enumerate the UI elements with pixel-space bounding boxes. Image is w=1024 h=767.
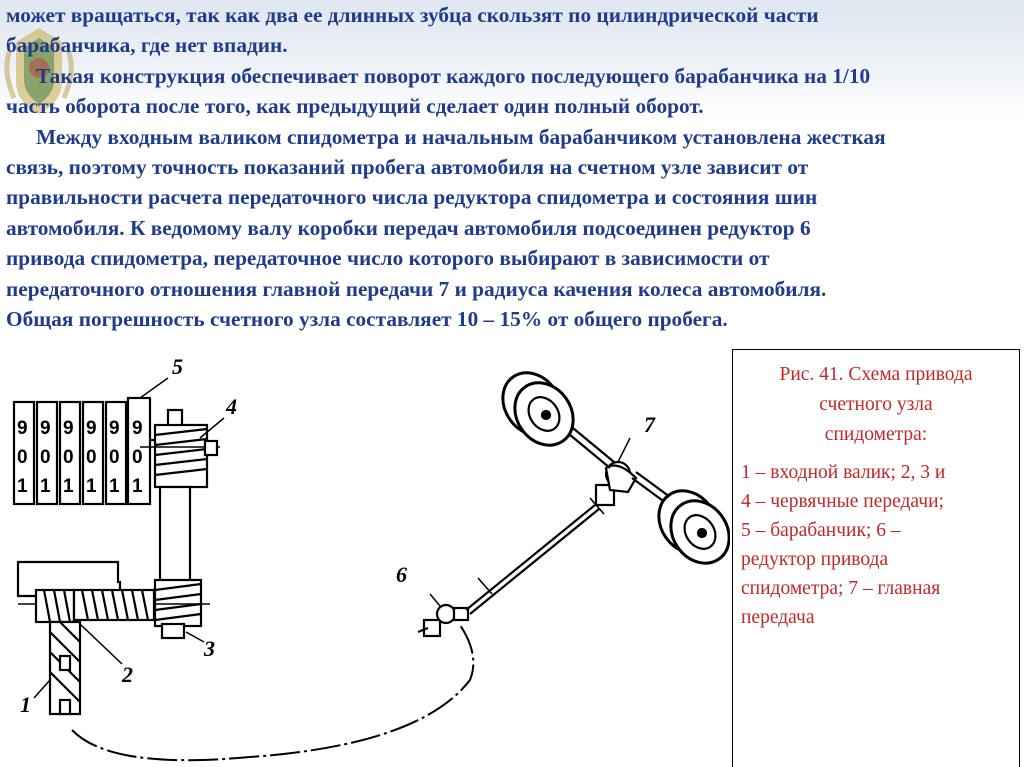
caption-line: спидометра: bbox=[824, 424, 928, 445]
label-4: 4 bbox=[226, 394, 237, 419]
drum-digit: 1 bbox=[40, 476, 51, 497]
drum-digit: 9 bbox=[40, 418, 51, 439]
drum-digit: 0 bbox=[40, 447, 51, 468]
legend-line: 4 – червячные передачи; bbox=[741, 491, 944, 512]
caption-line: Рис. 41. Схема привода bbox=[779, 364, 973, 385]
caption-legend bbox=[741, 458, 1011, 632]
legend-line: спидометра; 7 – главная bbox=[741, 578, 941, 599]
worm-gear-3 bbox=[155, 580, 201, 638]
legend-line: передача bbox=[741, 607, 815, 628]
text-line: связь, поэтому точность показаний пробега автомобиля на счетном узле зависит от bbox=[6, 155, 809, 180]
drum-digit: 0 bbox=[109, 447, 120, 468]
drum-digit: 1 bbox=[63, 476, 74, 497]
label-3: 3 bbox=[204, 636, 215, 661]
speedometer-drive-diagram bbox=[0, 352, 730, 767]
drum-digit: 1 bbox=[132, 476, 143, 497]
wheel-left bbox=[491, 361, 585, 456]
paragraph-2 bbox=[6, 61, 1016, 122]
legend-line: редуктор привода bbox=[741, 549, 889, 570]
drum-digit: 9 bbox=[17, 418, 28, 439]
drum-digit: 0 bbox=[132, 447, 143, 468]
legend-line: 5 – барабанчик; 6 – bbox=[741, 520, 901, 541]
text-line: может вращаться, так как два ее длинных зубца скользят по цилиндрической части bbox=[6, 3, 819, 27]
text-line: Между входным валиком спидометра и начальным барабанчиком установлена жесткая bbox=[36, 124, 886, 149]
drum-digit: 0 bbox=[17, 447, 28, 468]
text-line: барабанчика, где нет впадин. bbox=[6, 33, 288, 58]
caption-line: счетного узла bbox=[819, 394, 933, 415]
label-6: 6 bbox=[396, 562, 407, 587]
text-line: правильности расчета передаточного числа редуктора спидометра и состояния шин bbox=[6, 185, 818, 210]
final-drive-7 bbox=[596, 438, 636, 505]
label-5: 5 bbox=[172, 354, 183, 379]
drum-digit: 1 bbox=[86, 476, 97, 497]
drum-digit: 9 bbox=[86, 418, 97, 439]
drum-digit: 0 bbox=[86, 447, 97, 468]
reducer-6 bbox=[418, 594, 468, 636]
label-2: 2 bbox=[122, 662, 133, 687]
text-line: часть оборота после того, как предыдущий сделает один полный оборот. bbox=[6, 94, 704, 119]
caption-title bbox=[739, 360, 1013, 450]
text-line: привода спидометра, передаточное число которого выбирают в зависимости от bbox=[6, 246, 770, 271]
worm-gear-4 bbox=[140, 410, 220, 487]
drum-digit: 1 bbox=[17, 476, 28, 497]
text-line: Общая погрешность счетного узла составляет 10 – 15% от общего пробега. bbox=[6, 307, 728, 332]
text-line: Такая конструкция обеспечивает поворот каждого последующего барабанчика на 1/10 bbox=[36, 63, 871, 88]
figure-caption bbox=[732, 349, 1020, 767]
drum-digit: 1 bbox=[109, 476, 120, 497]
drum-digit: 0 bbox=[63, 447, 74, 468]
text-line: автомобиля. К ведомому валу коробки передач автомобиля подсоединен редуктор 6 bbox=[6, 215, 811, 240]
label-1: 1 bbox=[20, 692, 31, 717]
paragraph-1 bbox=[6, 0, 1016, 61]
drum-digit: 9 bbox=[109, 418, 120, 439]
drum-digit: 9 bbox=[132, 418, 143, 439]
label-7: 7 bbox=[644, 412, 655, 437]
text-line: передаточного отношения главной передачи 7 и радиуса качения колеса автомобиля. bbox=[6, 276, 827, 301]
legend-line: 1 – входной валик; 2, 3 и bbox=[741, 462, 946, 483]
input-shaft-1 bbox=[50, 622, 80, 714]
body-text bbox=[6, 0, 1016, 334]
paragraph-3 bbox=[6, 122, 1016, 335]
drum-digit: 9 bbox=[63, 418, 74, 439]
wheel-right bbox=[647, 479, 730, 574]
